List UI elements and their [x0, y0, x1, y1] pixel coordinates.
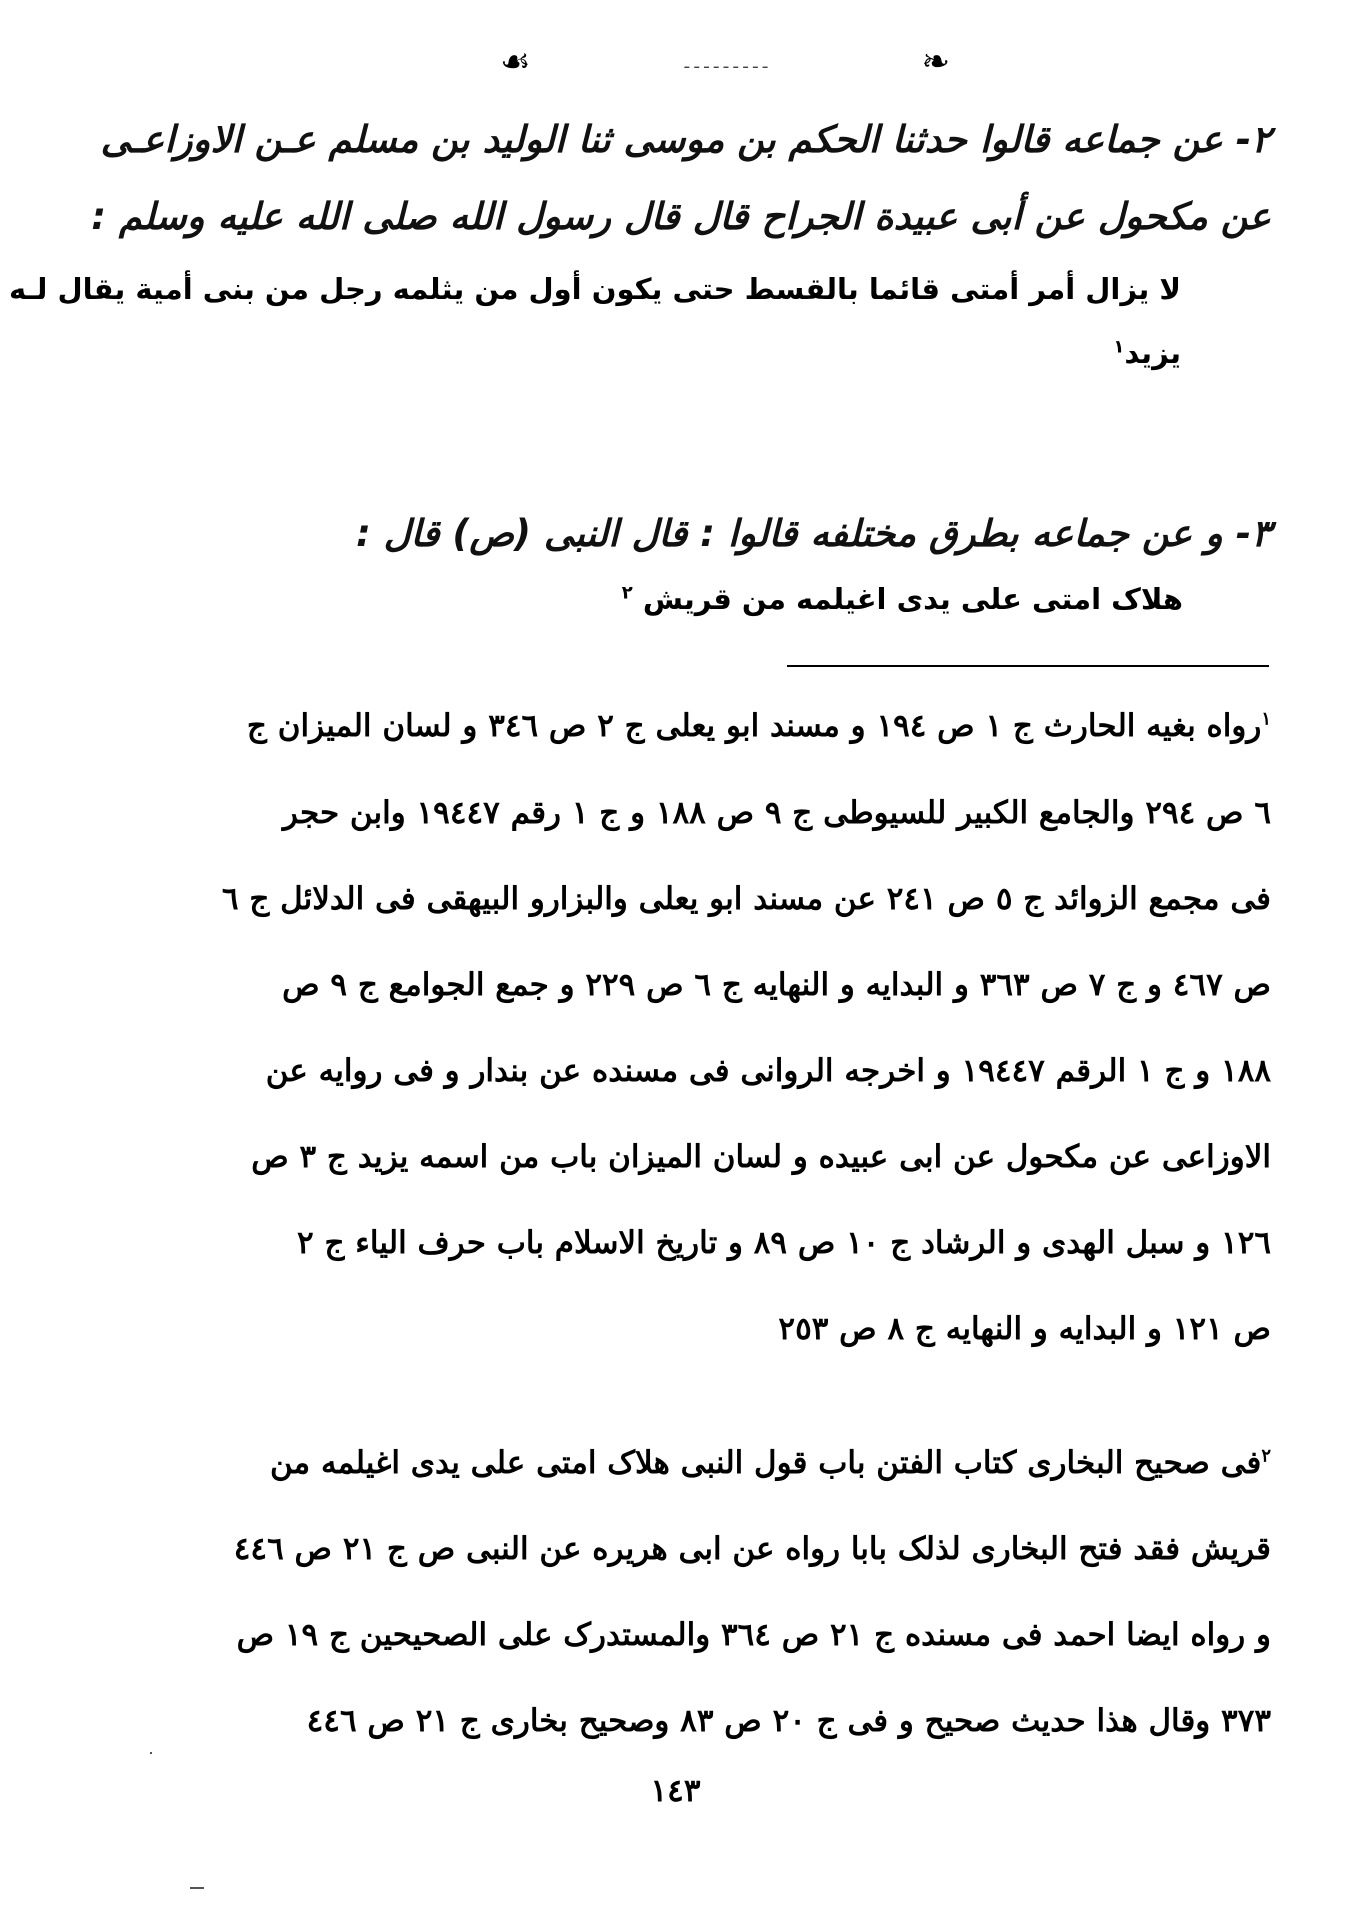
footnote-2-marker: ٢: [1261, 1445, 1271, 1467]
footnote-1-line-5: ١٨٨ و ج ١ الرقم ١٩٤٤٧ و اخرجه الروانى فى مسنده عن بندار و فى روايه عن: [265, 1053, 1271, 1089]
footnote-2-line-4: ٣٧٣ وقال هذا حديث صحيح و فى ج ٢٠ ص ٨٣ وصحيح بخارى ج ٢١ ص ٤٤٦: [306, 1703, 1271, 1739]
section-2-hadith-line-1: لا يزال أمر أمتى قائما بالقسط حتى يكون أول من يثلمه رجل من بنى أمية يقال لـه: [8, 272, 1181, 306]
section-3-hadith-text: هلاک امتی علی یدی اغیلمه من قریش: [642, 582, 1183, 616]
section-2-heading-line-2: عن مكحول عن أبى عبيدة الجراح قال قال رسول الله صلى الله عليه وسلم :: [91, 195, 1271, 238]
running-header: [500, 42, 950, 82]
section-3-heading: ٣- و عن جماعه بطرق مختلفه قالوا : قال النبى (ص) قال :: [356, 512, 1271, 555]
right-ornament-icon: ❧: [921, 42, 950, 82]
footnote-2-line-2: قريش فقد فتح البخارى لذلک بابا رواه عن ابى هريره عن النبى ص ج ٢١ ص ٤٤٦: [233, 1531, 1271, 1567]
footnote-1-line-1: [247, 708, 1271, 744]
footnote-1-line-3: فى مجمع الزوائد ج ٥ ص ٢٤١ عن مسند ابو يعلى والبزارو البيهقى فى الدلائل ج ٦: [221, 881, 1271, 917]
section-2-hadith-word: يزيد: [1124, 336, 1181, 370]
section-2-hadith-line-2: [1113, 336, 1181, 370]
section-3-hadith: [622, 582, 1183, 616]
footnote-1-line-2: ٦ ص ٢٩٤ والجامع الكبير للسيوطى ج ٩ ص ١٨٨ و ج ١ رقم ١٩٤٤٧ وابن حجر: [282, 795, 1271, 831]
footnote-1-line-6: الاوزاعى عن مكحول عن ابى عبيده و لسان الميزان باب من اسمه يزيد ج ٣ ص: [251, 1139, 1271, 1175]
footnote-1-line-4: ص ٤٦٧ و ج ٧ ص ٣٦٣ و البدايه و النهايه ج ٦ ص ٢٢٩ و جمع الجوامع ج ٩ ص: [282, 967, 1271, 1003]
page-number: ١٤٣: [650, 1773, 701, 1809]
footnote-2-line-3: و رواه ايضا احمد فى مسنده ج ٢١ ص ٣٦٤ والمستدرک على الصحيحين ج ١٩ ص: [236, 1617, 1271, 1653]
footnote-1-marker: ١: [1261, 708, 1271, 730]
footnote-1-line-7: ١٢٦ و سبل الهدى و الرشاد ج ١٠ ص ٨٩ و تاريخ الاسلام باب حرف الياء ج ٢: [297, 1225, 1271, 1261]
footnote-2-line-1: [270, 1445, 1271, 1481]
scan-speck: [150, 1752, 152, 1754]
footnote-ref-2: ٢: [621, 582, 633, 604]
running-header-text: ـ ـ ـ ـ ـ ـ ـ ـ ـ: [684, 52, 768, 72]
footnote-1-line-1-text: رواه بغيه الحارث ج ١ ص ١٩٤ و مسند ابو يعلى ج ٢ ص ٣٤٦ و لسان الميزان ج: [246, 708, 1262, 744]
scan-speck: [190, 1887, 204, 1889]
section-2-heading-line-1: ٢- عن جماعه قالوا حدثنا الحكم بن موسى ثنا الوليد بن مسلم عـن الاوزاعـى: [100, 118, 1271, 161]
left-ornament-icon: ☙: [500, 42, 531, 82]
footnote-1-line-8: ص ١٢١ و البدايه و النهايه ج ٨ ص ٢٥٣: [778, 1311, 1271, 1347]
footnote-separator: [787, 665, 1269, 667]
footnote-ref-1: ١: [1113, 336, 1125, 358]
footnote-2-line-1-text: فى صحيح البخارى كتاب الفتن باب قول النبى هلاک امتى على يدى اغيلمه من: [269, 1445, 1262, 1481]
